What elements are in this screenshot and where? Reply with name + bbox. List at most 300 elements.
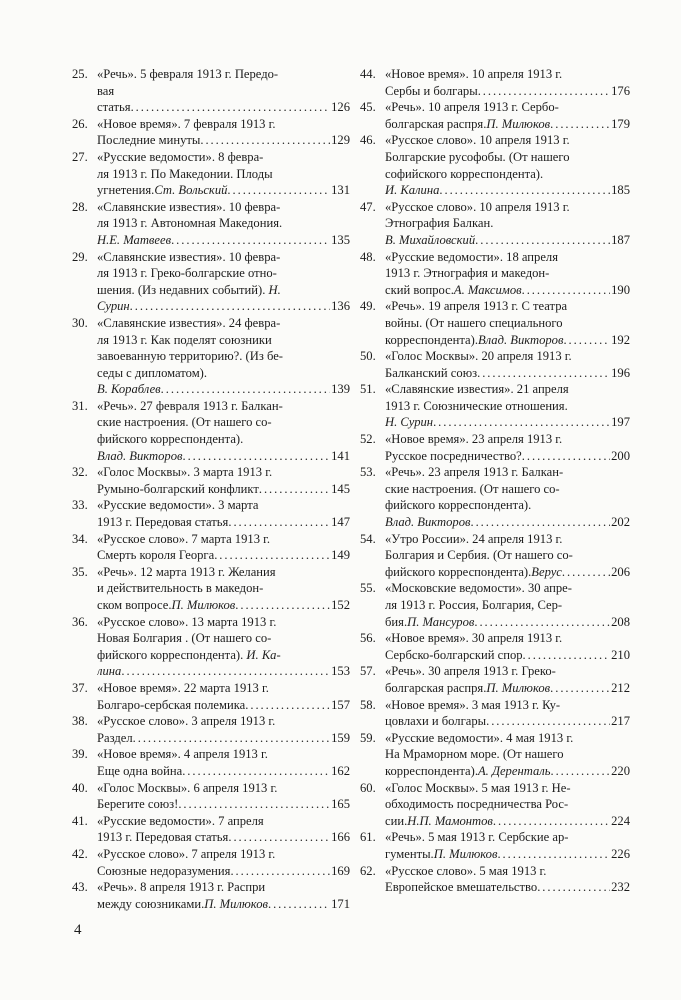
entry-text — [97, 780, 350, 813]
entry-number: 28. — [72, 199, 88, 214]
toc-entry — [72, 614, 350, 680]
toc-entry — [72, 879, 350, 912]
entry-title-text: войны. (От нашего специального — [385, 315, 563, 330]
entry-line — [97, 614, 350, 631]
entry-page-number: 210 — [611, 647, 630, 662]
entry-text — [385, 863, 630, 896]
entry-title-text: гументы. — [385, 846, 434, 861]
page-number: 4 — [74, 922, 82, 938]
entry-title-text: «Новое время». 23 апреля 1913 г. — [385, 432, 563, 447]
entry-title-text: Сербы и болгары — [385, 83, 478, 98]
entry-line — [385, 597, 630, 614]
entry-line — [97, 365, 350, 382]
entry-text — [385, 630, 630, 663]
entry-number: 41. — [72, 813, 88, 828]
entry-number: 43. — [72, 880, 88, 895]
dot-leader — [486, 713, 610, 730]
entry-author: Сурин — [97, 299, 130, 314]
entry-title-text: Смерть короля Георга — [97, 548, 215, 563]
toc-entry — [360, 663, 630, 696]
entry-title-text: «Речь». 30 апреля 1913 г. Греко- — [385, 664, 556, 679]
toc-column-right — [360, 66, 630, 896]
toc-entry — [72, 746, 350, 779]
entry-line — [97, 249, 350, 266]
entry-number: 50. — [360, 349, 376, 364]
entry-number: 26. — [72, 116, 88, 131]
toc-entry — [360, 580, 630, 630]
entry-page-number: 232 — [611, 880, 630, 895]
entry-title-text: «Русские ведомости». 7 апреля — [97, 813, 264, 828]
entry-title-text: Болгаро-сербская полемика — [97, 697, 246, 712]
entry-number: 60. — [360, 780, 376, 795]
entry-title-text: «Русское слово». 5 мая 1913 г. — [385, 863, 547, 878]
entry-title-text: шения. (Из недавних событий). — [97, 282, 269, 297]
entry-line — [97, 232, 350, 249]
entry-line — [385, 414, 630, 431]
toc-entry — [360, 199, 630, 249]
toc-entry — [72, 497, 350, 530]
entry-line — [97, 83, 350, 100]
toc-entry — [72, 249, 350, 315]
entry-number: 62. — [360, 863, 376, 878]
entry-title-text: «Русские ведомости». 4 мая 1913 г. — [385, 730, 574, 745]
entry-number: 53. — [360, 465, 376, 480]
entry-number: 58. — [360, 697, 376, 712]
entry-title-text: «Речь». 5 мая 1913 г. Сербские ар- — [385, 830, 569, 845]
entry-line — [385, 265, 630, 282]
entry-text — [385, 249, 630, 299]
entry-number: 61. — [360, 830, 376, 845]
entry-title-text: ля 1913 г. По Македонии. Плоды — [97, 166, 273, 181]
entry-line — [385, 829, 630, 846]
entry-title-text: «Русские ведомости». 18 апреля — [385, 249, 559, 264]
toc-entry — [72, 464, 350, 497]
entry-text — [385, 132, 630, 198]
entry-author: А. Деренталь — [477, 763, 551, 778]
entry-line — [97, 630, 350, 647]
entry-line — [385, 398, 630, 415]
entry-line — [97, 531, 350, 548]
dot-leader — [475, 232, 610, 249]
entry-number: 38. — [72, 714, 88, 729]
entry-page-number: 149 — [331, 548, 350, 563]
entry-title-text: ском вопросе. — [97, 598, 172, 612]
entry-text — [97, 249, 350, 315]
entry-page-number: 176 — [611, 83, 630, 98]
toc-column-left — [72, 66, 350, 912]
dot-leader — [523, 647, 611, 664]
entry-line — [385, 497, 630, 514]
entry-page-number: 179 — [611, 116, 630, 131]
dot-leader — [522, 282, 611, 299]
entry-number: 33. — [72, 498, 88, 513]
dot-leader — [493, 813, 610, 830]
entry-line — [97, 829, 350, 846]
entry-line — [385, 149, 630, 166]
entry-line — [97, 315, 350, 332]
dot-leader — [245, 697, 330, 714]
entry-author: И. Калина — [385, 183, 440, 198]
dot-leader — [474, 614, 610, 631]
entry-text — [97, 315, 350, 398]
entry-line — [97, 547, 350, 564]
entry-page-number: 187 — [611, 232, 630, 247]
toc-entry — [360, 99, 630, 132]
entry-title-text: Русское посредничество? — [385, 448, 522, 463]
entry-page-number: 226 — [611, 846, 630, 861]
entry-number: 52. — [360, 432, 376, 447]
entry-page-number: 190 — [611, 282, 630, 297]
entry-line — [97, 813, 350, 830]
toc-entry — [72, 564, 350, 614]
entry-page-number: 157 — [331, 697, 350, 712]
entry-author: И. Ка- — [246, 647, 281, 662]
entry-line — [385, 464, 630, 481]
entry-line — [385, 697, 630, 714]
entry-text — [97, 846, 350, 879]
entry-title-text: софийского корреспондента). — [385, 166, 544, 181]
entry-line — [97, 863, 350, 880]
entry-page-number: 166 — [331, 830, 350, 845]
entry-line — [97, 796, 350, 813]
toc-entry — [72, 680, 350, 713]
entry-line — [97, 497, 350, 514]
entry-title-text: «Речь». 12 марта 1913 г. Желания — [97, 564, 276, 579]
entry-line — [385, 647, 630, 664]
entry-line — [385, 315, 630, 332]
entry-title-text: «Речь». 19 апреля 1913 г. С театра — [385, 299, 568, 314]
entry-title-text: Сербско-болгарский спор — [385, 647, 523, 662]
entry-title-text: Болгарские русофобы. (От нашего — [385, 149, 570, 164]
entry-title-text: Еще одна война — [97, 763, 183, 778]
entry-page-number: 202 — [611, 515, 630, 530]
dot-leader — [477, 365, 610, 382]
entry-line — [97, 647, 350, 664]
entry-number: 44. — [360, 67, 376, 81]
dot-leader — [182, 448, 330, 465]
entry-line — [385, 232, 630, 249]
entry-line — [385, 514, 630, 531]
dot-leader — [439, 182, 610, 199]
entry-title-text: Берегите союз! — [97, 797, 179, 812]
entry-title-text: «Новое время». 22 марта 1913 г. — [97, 680, 269, 695]
entry-number: 30. — [72, 315, 88, 330]
entry-author: Верус — [531, 564, 562, 579]
entry-title-text: «Славянские известия». 21 апреля — [385, 382, 569, 397]
entry-page-number: 135 — [331, 232, 350, 247]
entry-text — [97, 680, 350, 713]
entry-line — [97, 182, 350, 199]
entry-number: 46. — [360, 133, 376, 148]
entry-line — [97, 680, 350, 697]
dot-leader — [230, 863, 330, 880]
toc-entry — [72, 315, 350, 398]
toc-entry — [360, 132, 630, 198]
entry-author: Н. — [268, 282, 281, 297]
entry-line — [385, 713, 630, 730]
toc-entry — [72, 713, 350, 746]
entry-title-text: Европейское вмешательство — [385, 880, 538, 895]
entry-title-text: «Новое время». 4 апреля 1913 г. — [97, 747, 268, 762]
entry-text — [97, 813, 350, 846]
entry-text — [385, 99, 630, 132]
entry-title-text: 1913 г. Передовая статья — [97, 515, 229, 530]
toc-entry — [72, 780, 350, 813]
entry-text — [97, 713, 350, 746]
entry-title-text: ля 1913 г. Греко-болгарские отно- — [97, 266, 277, 281]
entry-text — [385, 431, 630, 464]
entry-line — [385, 663, 630, 680]
entry-page-number: 152 — [331, 598, 350, 612]
entry-title-text: Румыно-болгарский конфликт — [97, 481, 259, 496]
entry-text — [385, 663, 630, 696]
entry-number: 51. — [360, 382, 376, 397]
entry-page-number: 159 — [331, 730, 350, 745]
entry-line — [97, 431, 350, 448]
toc-entry — [360, 863, 630, 896]
entry-title-text: «Голос Москвы». 5 мая 1913 г. Не- — [385, 780, 571, 795]
toc-entry — [360, 464, 630, 530]
entry-title-text: «Русские ведомости». 8 февра- — [97, 149, 264, 164]
entry-title-text: «Московские ведомости». 30 апре- — [385, 581, 572, 596]
dot-leader — [550, 680, 610, 697]
entry-author: В. Михайловский — [385, 232, 476, 247]
entry-line — [97, 879, 350, 896]
entry-line — [385, 116, 630, 133]
entry-author: В. Кораблев — [97, 382, 161, 397]
entry-line — [385, 66, 630, 83]
entry-title-text: цовлахи и болгары — [385, 714, 487, 729]
entry-author: П. Милюков — [433, 846, 498, 861]
entry-line — [97, 763, 350, 780]
entry-line — [385, 796, 630, 813]
toc-entry — [72, 846, 350, 879]
entry-title-text: Союзные недоразумения — [97, 863, 231, 878]
entry-number: 36. — [72, 614, 88, 629]
entry-title-text: завоеванную территорию?. (Из бе- — [97, 349, 283, 364]
entry-title-text: фийского корреспондента). — [97, 432, 244, 447]
entry-line — [385, 564, 630, 581]
entry-line — [97, 381, 350, 398]
entry-title-text: фийского корреспондента). — [385, 498, 532, 513]
entry-title-text: фийского корреспондента). — [385, 564, 532, 579]
entry-page-number: 147 — [331, 515, 350, 530]
entry-title-text: Раздел — [97, 730, 133, 745]
entry-page-number: 169 — [331, 863, 350, 878]
entry-author: П. Милюков — [486, 116, 551, 131]
entry-line — [97, 746, 350, 763]
entry-text — [97, 614, 350, 680]
toc-entry — [72, 66, 350, 116]
entry-title-text: «Русское слово». 13 марта 1913 г. — [97, 614, 277, 629]
entry-line — [385, 481, 630, 498]
dot-leader — [478, 83, 610, 100]
entry-title-text: «Русское слово». 10 апреля 1913 г. — [385, 133, 570, 148]
toc-entry — [360, 697, 630, 730]
toc-entry — [72, 398, 350, 464]
entry-title-text: На Мраморном море. (От нашего — [385, 747, 564, 762]
entry-page-number: 153 — [331, 664, 350, 679]
entry-number: 48. — [360, 249, 376, 264]
entry-number: 49. — [360, 299, 376, 314]
entry-line — [385, 199, 630, 216]
entry-line — [385, 448, 630, 465]
entry-author: Влад. Викторов — [477, 332, 564, 347]
entry-text — [385, 464, 630, 530]
entry-title-text: «Речь». 23 апреля 1913 г. Балкан- — [385, 465, 564, 480]
dot-leader — [228, 829, 330, 846]
entry-title-text: «Новое время». 30 апреля 1913 г. — [385, 631, 563, 646]
entry-page-number: 212 — [611, 680, 630, 695]
entry-author: Н. Сурин — [385, 415, 434, 430]
entry-title-text: «Голос Москвы». 20 апреля 1913 г. — [385, 349, 572, 364]
entry-page-number: 224 — [611, 813, 630, 828]
entry-line — [97, 414, 350, 431]
dot-leader — [537, 879, 610, 896]
entry-title-text: «Славянские известия». 24 февра- — [97, 315, 281, 330]
entry-page-number: 206 — [611, 564, 630, 579]
entry-line — [97, 464, 350, 481]
entry-title-text: «Русское слово». 10 апреля 1913 г. — [385, 199, 570, 214]
entry-number: 45. — [360, 100, 376, 115]
entry-page-number: 192 — [611, 332, 630, 347]
entry-author: П. Милюков — [171, 598, 236, 612]
dot-leader — [171, 232, 330, 249]
entry-line — [97, 99, 350, 116]
entry-line — [385, 249, 630, 266]
entry-line — [97, 116, 350, 133]
entry-title-text: «Русское слово». 7 марта 1913 г. — [97, 531, 271, 546]
entry-page-number: 171 — [331, 896, 350, 911]
entry-title-text: 1913 г. Союзнические отношения. — [385, 398, 568, 413]
entry-text — [97, 66, 350, 116]
toc-entry — [72, 199, 350, 249]
entry-line — [385, 680, 630, 697]
entry-number: 55. — [360, 581, 376, 596]
dot-leader — [522, 448, 610, 465]
entry-title-text: сии. — [385, 813, 408, 828]
toc-entry — [360, 431, 630, 464]
entry-line — [97, 514, 350, 531]
entry-title-text: ля 1913 г. Россия, Болгария, Сер- — [385, 598, 563, 612]
entry-title-text: «Голос Москвы». 6 апреля 1913 г. — [97, 780, 278, 795]
dot-leader — [433, 414, 610, 431]
dot-leader — [182, 763, 330, 780]
entry-number: 29. — [72, 249, 88, 264]
entry-title-text: «Новое время». 7 февраля 1913 г. — [97, 116, 276, 131]
dot-leader — [214, 547, 330, 564]
entry-number: 42. — [72, 846, 88, 861]
toc-entry — [72, 149, 350, 199]
entry-page-number: 200 — [611, 448, 630, 463]
entry-line — [385, 348, 630, 365]
entry-title-text: «Русское слово». 3 апреля 1913 г. — [97, 714, 276, 729]
entry-line — [385, 531, 630, 548]
entry-text — [97, 464, 350, 497]
toc-entry — [360, 780, 630, 830]
entry-title-text: между союзниками. — [97, 896, 205, 911]
entry-line — [385, 780, 630, 797]
entry-title-text: Этнография Балкан. — [385, 216, 494, 231]
entry-number: 25. — [72, 67, 88, 81]
entry-title-text: «Новое время». 3 мая 1913 г. Ку- — [385, 697, 561, 712]
toc-entry — [72, 813, 350, 846]
entry-line — [97, 398, 350, 415]
entry-page-number: 185 — [611, 183, 630, 198]
entry-author: Н.Е. Матвеев — [97, 232, 172, 247]
entry-number: 54. — [360, 531, 376, 546]
toc-entry — [72, 116, 350, 149]
dot-leader — [200, 132, 330, 149]
entry-text — [385, 66, 630, 99]
entry-text — [385, 580, 630, 630]
entry-title-text: Болгария и Сербия. (От нашего со- — [385, 548, 573, 563]
entry-page-number: 129 — [331, 133, 350, 148]
entry-page-number: 145 — [331, 481, 350, 496]
entry-title-text: ля 1913 г. Как поделят союзники — [97, 332, 272, 347]
entry-line — [385, 730, 630, 747]
toc-entry — [360, 348, 630, 381]
entry-line — [97, 265, 350, 282]
entry-number: 32. — [72, 465, 88, 480]
entry-title-text: Балканский союз — [385, 365, 478, 380]
entry-page-number: 162 — [331, 763, 350, 778]
entry-title-text: бия. — [385, 614, 408, 629]
entry-title-text: и действительность в македон- — [97, 581, 264, 596]
entry-author: Влад. Викторов — [385, 515, 471, 530]
entry-author: лина — [97, 664, 122, 679]
entry-line — [97, 597, 350, 614]
entry-line — [385, 614, 630, 631]
entry-text — [97, 746, 350, 779]
entry-page-number: 131 — [331, 183, 350, 198]
entry-line — [385, 547, 630, 564]
entry-number: 56. — [360, 631, 376, 646]
entry-author: Н.П. Мамонтов — [407, 813, 493, 828]
entry-line — [385, 132, 630, 149]
entry-title-text: «Голос Москвы». 3 марта 1913 г. — [97, 465, 273, 480]
entry-line — [385, 580, 630, 597]
toc-entry — [360, 298, 630, 348]
dot-leader — [178, 796, 330, 813]
entry-line — [385, 166, 630, 183]
dot-leader — [259, 481, 330, 498]
entry-text — [385, 697, 630, 730]
entry-line — [385, 879, 630, 896]
entry-title-text: вая — [97, 83, 115, 98]
entry-line — [385, 813, 630, 830]
entry-title-text: «Русские ведомости». 3 марта — [97, 498, 259, 513]
entry-text — [97, 199, 350, 249]
entry-line — [97, 199, 350, 216]
entry-line — [385, 282, 630, 299]
dot-leader — [550, 763, 610, 780]
entry-author: Влад. Викторов — [97, 448, 183, 463]
entry-title-text: «Речь». 5 февраля 1913 г. Передо- — [97, 67, 279, 81]
entry-number: 35. — [72, 564, 88, 579]
entry-title-text: «Речь». 27 февраля 1913 г. Балкан- — [97, 398, 283, 413]
entry-number: 39. — [72, 747, 88, 762]
entry-title-text: фийского корреспондента). — [97, 647, 247, 662]
entry-title-text: корреспондента). — [385, 763, 478, 778]
dot-leader — [133, 730, 330, 747]
entry-text — [385, 199, 630, 249]
entry-line — [97, 66, 350, 83]
entry-title-text: болгарская распря. — [385, 680, 487, 695]
entry-title-text: ские настроения. (От нашего со- — [97, 415, 272, 430]
entry-title-text: «Славянские известия». 10 февра- — [97, 249, 281, 264]
entry-line — [97, 132, 350, 149]
